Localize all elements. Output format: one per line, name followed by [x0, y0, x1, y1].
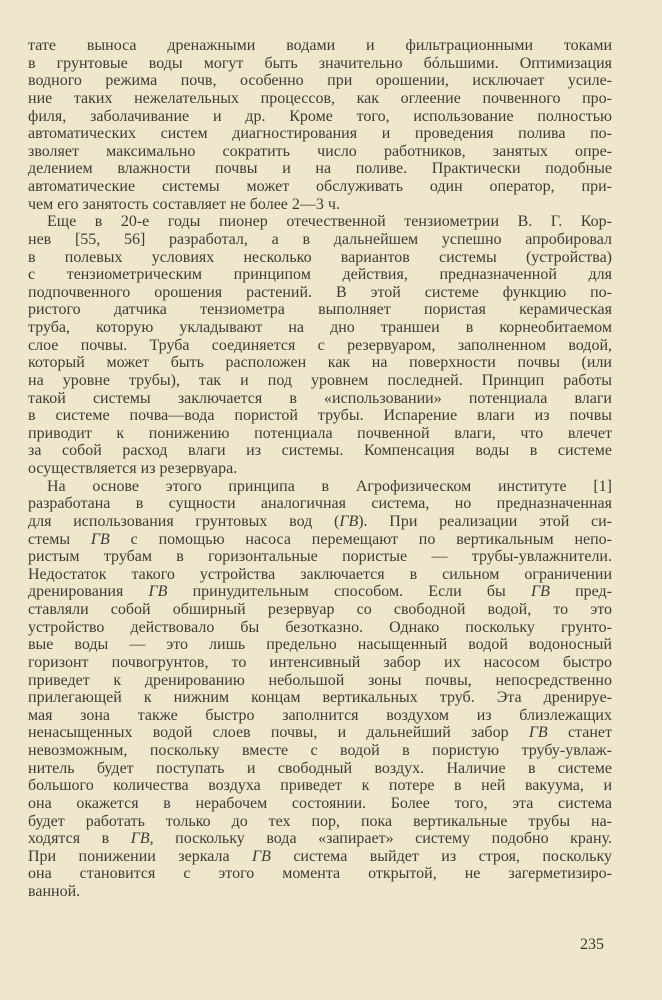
- text-line: стемы ГВ с помощью насоса перемещают по вертикальным непо-: [28, 530, 612, 548]
- italic-abbreviation: ГВ: [90, 530, 110, 548]
- text-line: ходятся в ГВ, поскольку вода «запирает» систему подобно крану.: [28, 830, 612, 848]
- text-line: дренирования ГВ принудительным способом. Если бы ГВ пред-: [28, 583, 613, 601]
- text-line: в системе почва—вода пористой трубы. Испарение влаги из почвы: [28, 407, 612, 425]
- page-body-text: [28, 37, 612, 901]
- italic-abbreviation: ГВ: [339, 512, 359, 530]
- text-line: мая зона также быстро заполнится воздухом из близлежащих: [28, 706, 612, 724]
- text-line: Недостаток такого устройства заключается в сильном ограничении: [28, 565, 612, 583]
- text-line: с тензиометрическим принципом действия, предназначенной для: [28, 266, 612, 284]
- text-line: в полевых условиях несколько вариантов системы (устройства): [28, 248, 612, 266]
- text-line: который может быть расположен как на поверхности почвы (или: [28, 354, 612, 372]
- text-line: подпочвенного орошения растений. В этой системе функцию по-: [28, 283, 612, 301]
- text-line: ставляли собой обширный резервуар со свободной водой, то это: [28, 601, 612, 618]
- text-line: горизонт почвогрунтов, то интенсивный забор их насосом быстро: [28, 653, 612, 671]
- text-line: большого количества воздуха приведет к потере в ней вакуума, и: [28, 777, 612, 795]
- text-line: делением влажности почвы и на поливе. Практически подобные: [28, 160, 612, 178]
- text-line: слое почвы. Труба соединяется с резервуаром, заполненном водой,: [28, 336, 612, 354]
- italic-abbreviation: ГВ: [148, 583, 168, 601]
- text-line: устройство действовало бы безотказно. Однако поскольку грунто-: [28, 618, 612, 636]
- text-line: филя, заболачивание и др. Кроме того, использование полностью: [28, 107, 612, 125]
- text-line: в грунтовые воды могут быть значительно бóльшими. Оптимизация: [28, 54, 612, 72]
- text-line: автоматические системы может обслуживать один оператор, при-: [28, 178, 612, 195]
- paragraph: [28, 37, 612, 213]
- paragraph: [28, 213, 612, 477]
- text-line: водного режима почв, особенно при орошении, исключает усиле-: [28, 72, 612, 90]
- text-line: на уровне трубы), так и под уровнем последней. Принцип работы: [28, 371, 612, 389]
- text-line: ние таких нежелательных процессов, как оглеение почвенного про-: [28, 89, 612, 107]
- text-line: разработана в сущности аналогичная система, но предназначенная: [28, 495, 612, 513]
- text-line: невозможным, поскольку вместе с водой в пористую трубу-увлаж-: [28, 742, 612, 759]
- text-line: за собой расход влаги из системы. Компенсация воды в системе: [28, 442, 612, 460]
- text-line: ненасыщенных водой слоев почвы, и дальнейший забор ГВ станет: [28, 724, 613, 742]
- paragraph: [28, 478, 612, 901]
- italic-abbreviation: ГВ: [130, 830, 150, 848]
- text-line: будет работать только до тех пор, пока вертикальные трубы на-: [28, 812, 612, 830]
- italic-abbreviation: ГВ: [528, 724, 548, 742]
- text-line: нев [55, 56] разработал, а в дальнейшем успешно апробировал: [28, 230, 612, 248]
- text-line: осуществляется из резервуара.: [28, 460, 238, 477]
- text-line: приведет к дренированию небольшой зоны почвы, непосредственно: [28, 671, 612, 689]
- page-number: 235: [580, 936, 604, 953]
- text-line: ванной.: [28, 883, 81, 900]
- text-line: труба, которую укладывают на дно траншеи в корнеобитаемом: [28, 319, 612, 336]
- italic-abbreviation: ГВ: [252, 847, 271, 865]
- text-line: зволяет максимально сократить число работников, занятых опре-: [28, 142, 612, 160]
- text-line: ристым трубам в горизонтальные пористые — трубы-увлажнители.: [28, 548, 612, 566]
- italic-abbreviation: ГВ: [531, 583, 550, 601]
- text-line: На основе этого принципа в Агрофизическом институте [1]: [47, 477, 612, 495]
- text-line: чем его занятость составляет не более 2—3 ч.: [28, 195, 340, 213]
- text-line: При понижении зеркала ГВ система выйдет из строя, поскольку: [28, 847, 612, 865]
- text-line: автоматических систем диагностирования и проведения полива по-: [28, 125, 612, 143]
- text-line: тате выноса дренажными водами и фильтрационными токами: [28, 37, 612, 54]
- text-line: ристого датчика тензиометра выполняет пористая керамическая: [28, 301, 612, 319]
- text-line: она становится с этого момента открытой, не загерметизиро-: [28, 865, 612, 883]
- text-line: Еще в 20-е годы пионер отечественной тензиометрии В. Г. Кор-: [47, 213, 612, 231]
- text-line: она окажется в нерабочем состоянии. Более того, эта система: [28, 794, 612, 812]
- text-line: приводит к понижению потенциала почвенной влаги, что влечет: [28, 424, 612, 442]
- text-line: прилегающей к нижним концам вертикальных труб. Эта дренируе-: [28, 689, 612, 707]
- text-line: нитель будет поступать и свободный воздух. Наличие в системе: [28, 759, 612, 777]
- text-line: для использования грунтовых вод (ГВ). При реализации этой си-: [28, 512, 613, 530]
- text-line: такой системы заключается в «использовании» потенциала влаги: [28, 389, 612, 407]
- text-line: вые воды — это лишь предельно насыщенный водой водоносный: [28, 636, 612, 654]
